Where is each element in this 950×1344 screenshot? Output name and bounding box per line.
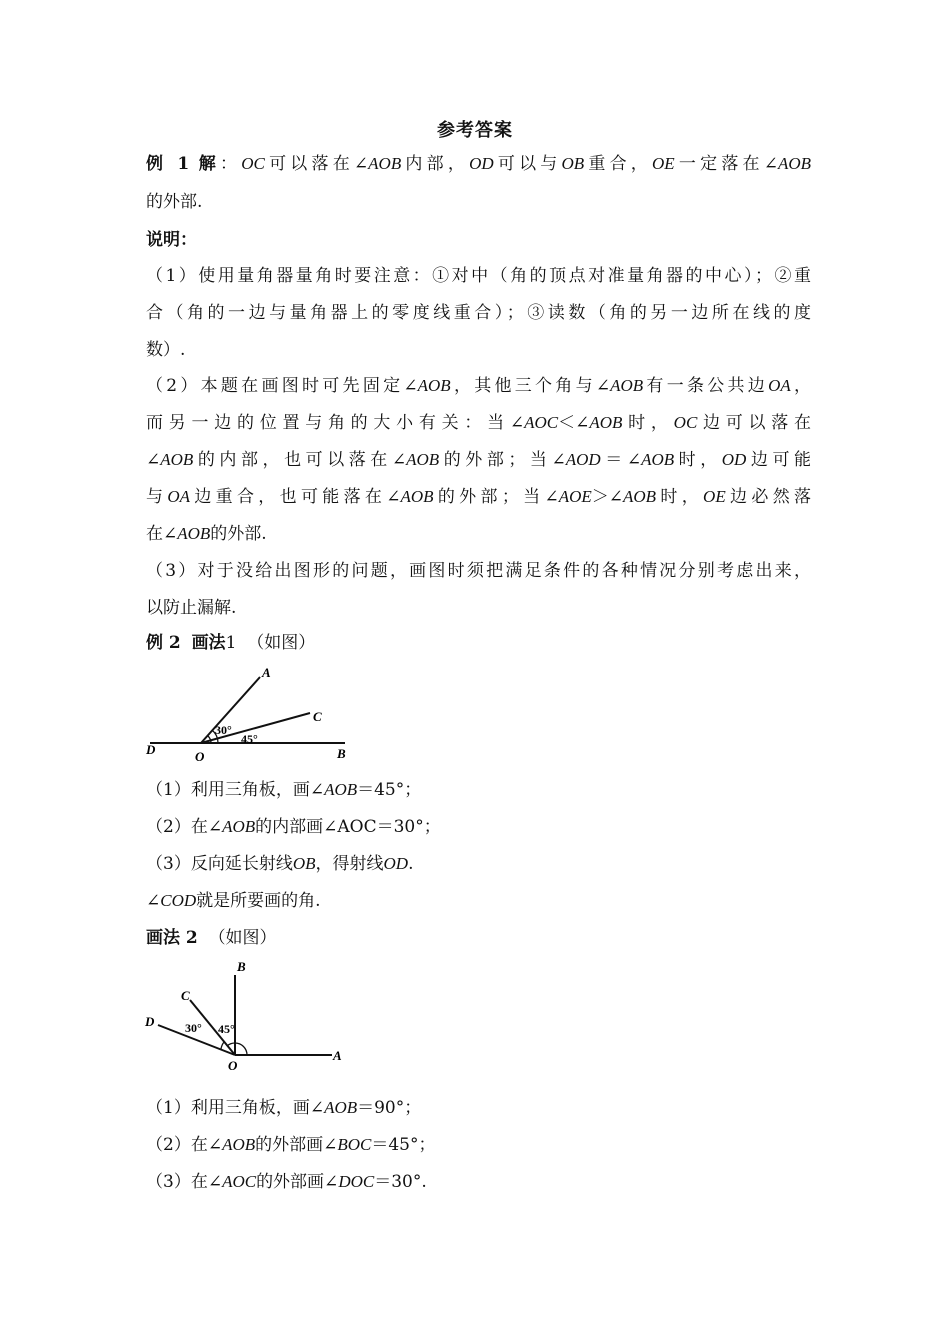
method1-step1: （1）利用三角板，画∠AOB＝45°；: [146, 780, 422, 800]
method1-step3: （3）反向延长射线OB，得射线OD.: [146, 854, 414, 874]
page-title: 参考答案: [437, 120, 513, 141]
fig2-angle-45: 45°: [218, 1022, 235, 1036]
note-p2-line4: 与OA边重合，也可能落在∠AOB的外部；当∠AOE＞∠AOB时，OE边必然落: [146, 487, 812, 507]
note-p1-line2: 合（角的一边与量角器上的零度线重合）；③读数（角的另一边所在线的度: [146, 303, 811, 323]
fig2-label-c: C: [181, 988, 190, 1003]
figure-1: [140, 662, 360, 772]
fig2-label-b: B: [237, 959, 246, 974]
method2-step3: （3）在∠AOC的外部画∠DOC＝30°.: [146, 1172, 427, 1192]
fig1-label-o: O: [195, 749, 205, 764]
example1-solve: 解: [198, 154, 221, 174]
method1-label: 画法: [191, 633, 226, 653]
note-p1-line1: （1）使用量角器量角时要注意：①对中（角的顶点对准量角器的中心）；②重: [146, 266, 811, 286]
example2-heading: 例 2 画法1 （如图）: [146, 633, 316, 653]
example1-line2: 的外部.: [146, 192, 203, 212]
example2-label: 例 2: [146, 633, 181, 653]
fig1-label-c: C: [313, 709, 322, 724]
method2-step1: （1）利用三角板，画∠AOB＝90°；: [146, 1098, 422, 1118]
fig1-label-b: B: [337, 746, 346, 761]
method1-step2: （2）在∠AOB的内部画∠AOC＝30°；: [146, 817, 441, 837]
method1-conclusion: ∠COD就是所要画的角.: [146, 891, 321, 911]
method2-heading: 画法 2 （如图）: [146, 928, 277, 948]
note-heading: 说明：: [146, 230, 197, 250]
fig2-angle-arc-30: [221, 1042, 224, 1049]
note-p2-line2: 而另一边的位置与角的大小有关：当∠AOC＜∠AOB时，OC边可以落在: [146, 413, 812, 433]
figure-2: [140, 955, 360, 1080]
note-p2-line3: ∠AOB的内部，也可以落在∠AOB的外部；当∠AOD＝∠AOB时，OD边可能: [146, 450, 812, 470]
note-p2-line5: 在∠AOB的外部.: [146, 524, 267, 544]
fig1-label-d: D: [146, 742, 156, 757]
note-p1-line3: 数）.: [146, 340, 186, 360]
note-p2-line1: （2）本题在画图时可先固定∠AOB，其他三个角与∠AOB有一条公共边OA，: [146, 376, 812, 396]
fig1-angle-30: 30°: [215, 723, 232, 737]
method2-step2: （2）在∠AOB的外部画∠BOC＝45°；: [146, 1135, 436, 1155]
note-p3-line2: 以防止漏解.: [146, 598, 237, 618]
note-p3-line1: （3）对于没给出图形的问题，画图时须把满足条件的各种情况分别考虑出来，: [146, 561, 811, 581]
fig2-angle-30: 30°: [185, 1021, 202, 1035]
fig1-label-a: A: [262, 665, 271, 680]
fig2-label-o: O: [228, 1058, 238, 1073]
example1-label: 例 1: [146, 154, 190, 174]
fig1-angle-45: 45°: [241, 732, 258, 746]
fig2-angle-arc-45: [227, 1043, 235, 1046]
example1-line1: 例 1 解：OC可以落在∠AOB内部，OD可以与OB重合，OE一定落在∠AOB: [146, 154, 812, 174]
fig2-label-d: D: [145, 1014, 155, 1029]
fig2-label-a: A: [333, 1048, 342, 1063]
fig2-angle-arc-base: [235, 1043, 247, 1055]
